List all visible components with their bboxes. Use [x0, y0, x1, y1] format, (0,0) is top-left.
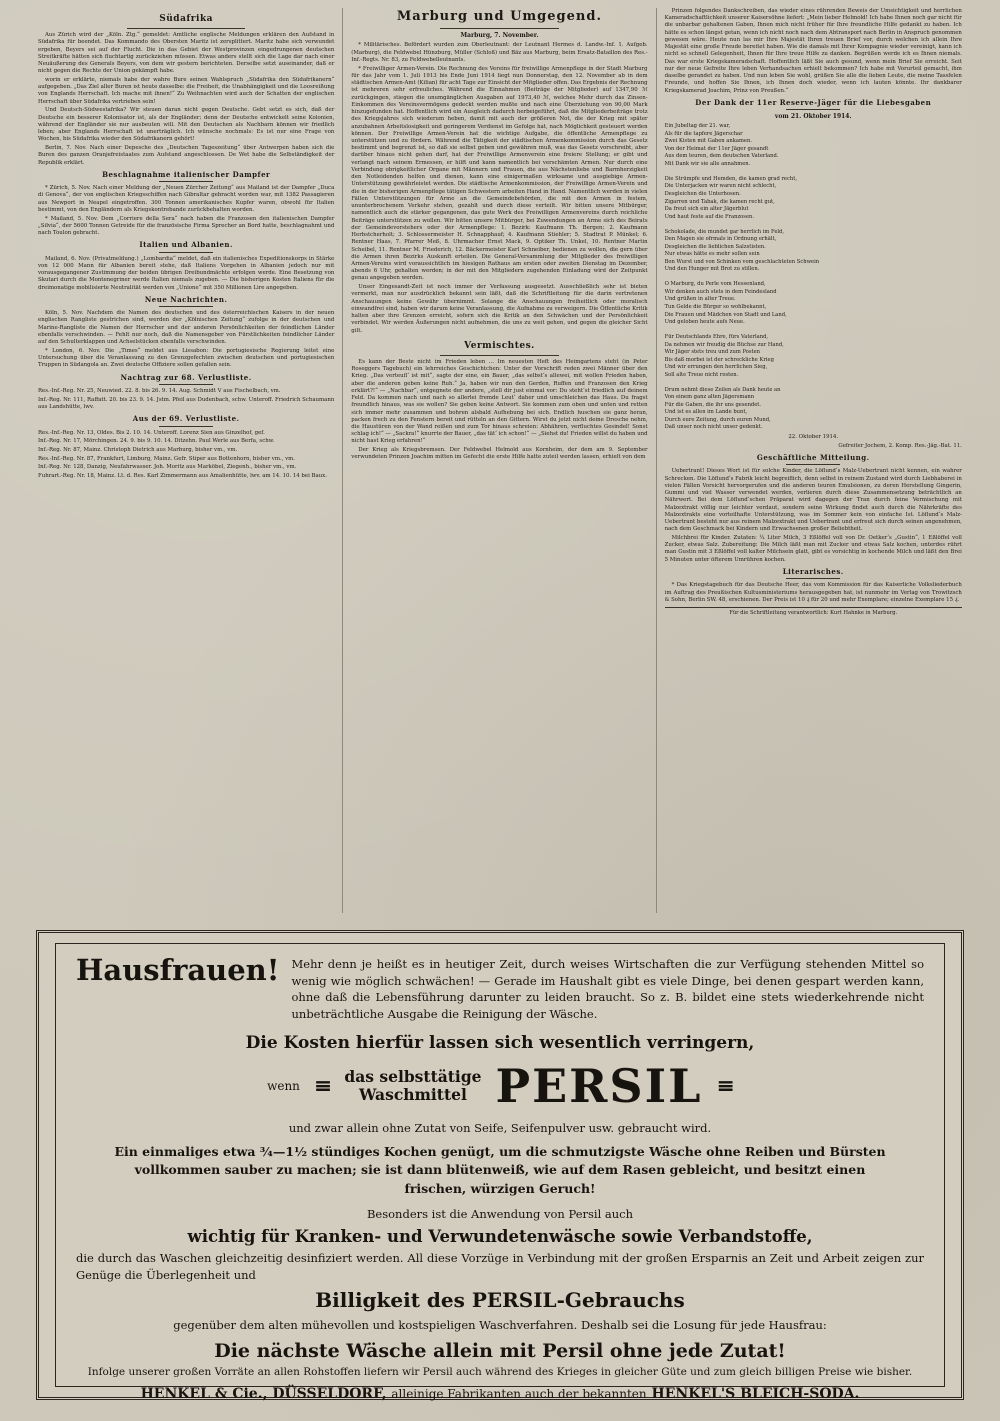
ad-intro: Mehr denn je heißt es in heutiger Zeit, durch weises Wirtschaften die zur Verfügung stehenden Mittel so wenig wie möglich schwächen! — Gerade im Haushalt gibt es viele Dinge, bei denen gespart werden kann, ohne daß die Lebensführung darunter zu leiden braucht. So z. B. bildet eine stets wiederkehrende nicht unbeträchtliche Ausgabe die Reinigung der Wäsche. — [291, 957, 924, 1022]
poem-line: Desgleichen die lieblichen Salzstisten. — [664, 243, 766, 250]
poem-line: O Marburg, du Perle vom Hessenland, — [664, 281, 766, 288]
poem-line — [665, 379, 962, 387]
poem-line: Und wir errungen den herrlichen Sieg, — [664, 364, 768, 371]
poem-line: Und ist es allen im Lande bunt, — [664, 409, 748, 416]
dateline: vom 21. Oktober 1914. — [774, 113, 852, 121]
ad-block-1: Ein einmaliges etwa ¾—1½ stündiges Kochen genügt, um die schmutzigste Wäsche ohne Reiben und Bürsten vollkommen sauber zu machen; sie ist dann blütenweiß, wie auf dem Rasen gebleicht, und besitzt einen frischen, würzigen Geruch! — [114, 1143, 886, 1197]
poem-line: Zwei Kisten mit Gaben ankamen. — [664, 138, 752, 145]
poem-line: Soll alte Treue nicht rosten. — [664, 371, 739, 378]
poem-line: Als für die tapfere Jägerschar — [664, 130, 743, 137]
ad-footer-mid: alleinige Fabrikanten auch der bekannten — [391, 1387, 647, 1402]
poem-line: Und haut feste auf die Franzosen. — [664, 213, 755, 220]
ad-big-line-1: wichtig für Kranken- und Verwundetenwäsche sowie Verbandstoffe, — [187, 1226, 813, 1246]
article-paragraph: * Zürich, 5. Nov. Nach einer Meldung der „Neuen Zürcher Zeitung“ aus Mailand ist der Dampfer „Duca di Genova“, der von englischen Kriegsschiffen nach Gibraltar gebracht worden war, mit 1382 Passagieren aus Newport in Neapel eingetroffen. 300 Tonnen amerikanisches Kupfer waren, obwohl für Italien bestimmt, von den Engländern als Kriegskontrebande zurückbehalten worden. — [38, 185, 335, 213]
poem-line: Tun Gelde die Bürger so wohlbekannt, — [664, 303, 767, 310]
article-paragraph: * London, 6. Nov. Die „Times“ meldet aus Lissabon: Die portugiesische Regierung leitet eine Untersuchung über die Veranlassung zu den Grenzgefechten zwischen deutschen und portugiesischen Truppen in Südangola an. Zwei deutsche Offiziere sollen gefallen sein. — [38, 347, 335, 369]
article-paragraph: Es kann der Beste nicht im Frieden leben ... Im neuesten Heft des Heimgartens steht (in Peter Roseggers Tagebuch) ein lehrreiches Geschichtchen: Unter der Vorschrift reden zwei Männer über den Krieg. „Das verteufl‘ ist mit“, sagte der eine, ein Bauer, „das selbst‘s allewei, mit wollen Frieden haben, aber die anderen geben keine Ruh.“ Ja, haben wir nun den Gerden, Ruffen und Franzosen den Krieg erklärt?!“ — „Nachbar“, entgegnete der andere, „stell dir just einmal vor: Du steht‘st friedlich auf deinem Feld. Da kommen nach und nach so allerlei fremde Leut‘ daher und umschleichen das Haus. Du fragst freundlich hinaus, was sie wollen? Sie geben keine Antwort. Sie kommen zum oben und unten und retten sich immer mehr zusammen und bohren alsbald Aufhebung bei sich. Endlich huschen sie ganz heran, packen frech zu den Fenstern bereit und rütteln an den Gittern. Wirst du jetzt nicht deine Dresche nehm, die Haustüren von der Wand reißen und zum Tor hinaus schreien: Abhähren, verfluchtes Gesindel! Sonst schlag ich!“ — „Sackra!“ knurrte der Bauer, „das tät‘ ich schon!“ — „Siehst du! Frieden willst du haben und nicht hast Krieg erfahren!“ — [351, 358, 648, 445]
news-column-2 — [343, 8, 656, 913]
section-heading: Beschlagnahme italienischer Dampfer — [102, 169, 271, 179]
article-paragraph: Gefreiter Jochem, 2. Komp. Res.-Jäg.-Bat. 11. — [838, 442, 962, 449]
divider — [440, 28, 559, 29]
article-paragraph: Inf.-Reg. Nr. 111, Raffatt. 20. bis 23. 9. 14. Jstm. Pfeil aus Dudenbach, schw. Unteroff. Friedrich Schaumann aus Landshütte, lwv. — [38, 396, 335, 410]
section-heading: Aus der 69. Verlustliste. — [132, 414, 240, 424]
ad-availability-note: Infolge unserer großen Vorräte an allen Rohstoffen liefern wir Persil auch während des Krieges in gleicher Güte und zum gleich billigen Preise wie bisher. — [87, 1366, 913, 1379]
news-column-3 — [657, 8, 970, 913]
ad-big-line-2: Billigkeit des PERSIL-Gebrauchs — [315, 1288, 685, 1313]
divider — [786, 464, 840, 465]
ad-product-name: PERSIL — [495, 1058, 703, 1113]
article-paragraph: Aus Zürich wird der „Köln. Ztg.“ gemeldet: Amtliche englische Meldungen erklären den Aufstand in Südafrika für beendet. Das Kommando des Obersten Maritz ist zersplittert. Maritz habe sich verwundet ergeben, Beyers sei auf der Flucht. Die in das Gebiet der Westprovinzen eingedrungenen deutschen Streitkräfte hätten sich fluchtartig zurückziehen müssen. Etwas anders stellt sich die Lage dar nach einer Neuäußerung des Generals Beyers, von dem wir gestern berichteten. Derselbe setzt auseinander, daß er nicht gegen die Rechte der Union gekämpft habe. — [38, 32, 335, 75]
section-heading: Der Dank der 11er Reserve-Jäger für die Liebesgaben — [695, 97, 932, 107]
ad-footer — [76, 1386, 924, 1402]
poem-line: Ein Jubeltag der 21. war, — [664, 123, 731, 130]
poem-line — [665, 274, 962, 282]
article-paragraph: 22. Oktober 1914. — [788, 434, 839, 440]
article-paragraph: * Mailand, 5. Nov. Dem „Corriere della Sera“ nach haben die Franzosen den italienischen Dampfer „Silvia“, der 5600 Tonnen Getreide für die französische Firma Sprecher an Bord hatte, beschlagnahmt und nach Toulon gebracht. — [38, 215, 335, 237]
poem-line: Schokolade, die mundet gar herrlich im Feld, — [664, 228, 785, 235]
article-paragraph: * Das Kriegstagebuch für das Deutsche Heer, das vom Kommission für das Kaiserliche Volksliederbuch im Auftrag des Preußischen Kultusministeriums herausgegeben hat, ist nunmehr im Verlag von Trowitzsch & Sohn, Berlin SW. 48, erschienen. Der Preis ist 10 ₰ für 20 und mehr Exemplare; einzelne Exemplare 15 ₰. — [664, 582, 962, 603]
divider — [159, 384, 212, 385]
poem-line: Mit Dank wir sie alle annahmen. — [664, 160, 751, 167]
poem-line — [665, 221, 962, 229]
ad-product-pre-2: Waschmittel — [358, 1084, 467, 1104]
ad-big-line-3: Die nächste Wäsche allein mit Persil ohne jede Zutat! — [214, 1340, 786, 1363]
section-heading: Südafrika — [159, 14, 214, 24]
poem-line: Und geloben heute aufs Neue. — [664, 319, 745, 326]
poem-line: Da freut sich ein alter Jägerblut — [664, 206, 749, 213]
divider — [440, 355, 559, 356]
poem-line: Zigarren und Tabak, die kamen recht gut, — [664, 198, 775, 205]
article-paragraph: Inf.-Reg. Nr. 128, Danzig, Neufahrwasser. Joh. Moritz aus Marköbel, Ziegenh., bisher vm., vm. — [38, 464, 297, 471]
ad-besonders: Besonders ist die Anwendung von Persil auch — [366, 1206, 634, 1221]
ad-other-product: HENKEL'S BLEICH-SODA. — [651, 1386, 860, 1403]
poem-line: Von einem ganz alten Jägersmann — [664, 394, 755, 401]
poem-line: Daß unser noch nicht unser gedenkt. — [664, 424, 763, 431]
divider — [159, 181, 212, 182]
poem-line: Die Unterjacken wir waren nicht schlecht, — [664, 183, 777, 190]
ad-subheadline: Die Kosten hierfür lassen sich wesentlich verringern, — [245, 1032, 755, 1053]
dateline: Marburg, 7. November. — [460, 32, 539, 40]
article-paragraph: * Freiwilliger Armen-Verein. Die Rechnung des Vereins für freiwillige Armenpflege in der Stadt Marburg für das Jahr vom 1. Juli 1913 bis Ende Juni 1914 liegt nun Donnerstag, den 12. November ab in dem städtischen Armen-Amt (Kilian) für acht Tage zur Einsicht der Mitglieder offen. Das Ergebnis der Rechnung ist mehreren sehr erfreuliches. Während die Einnahmen (Beiträge der Mitglieder) auf 1347,90 ℳ zurückgingen, stiegen die unumgänglichen Ausgaben auf 1973,40 ℳ, welches Mehr durch das Zinsen-Einkommen des Vereinsvermögens gedeckt werden mußte und nach eine Überziehung von 90,00 Mark hinzugefunden hat. Hoffentlich wird ein Ausgleich dadurch herbeigeführt, daß die Mitgliederbeiträge trotz des Kriegsjahres sich wiederum heben, damit mit auch der größeren Not, die der Krieg mit später anzubahnen Arbeitslosigkeit und geringerem Verdienst im Gefolge hat, nach Möglichkeit gesteuert werden können. Der Freiwillige Armen-Verein hat die wichtige Aufgabe, die öffentliche Armenpflege zu unterstützen und zu fördern. Während die Tätigkeit der städtischen Armenkommission durch das Gesetz bestimmt und begrenzt ist, so daß sie selbst geben und gewähren muß, was das Gesetz vorschreibt, aber darüber hinaus nicht gehen darf, hat der Freiwillige Armenverein eine freiere Stellung; er gibt und verlangt nach seinem Ermessen, er hilft und kann namentlich bei verschämten Armen. Nur durch eine Verbindung obrigkeitlicher Organe mit Männern und Frauen, die aus Nächstenliebe und Barmherzigkeit den Notleidenden helfen und dienen, kann eine einigermaßen wirksame und ausgiebige Armen-Unterstützung gewährleistet werden. Die städtische Armenkommission, der Freiwillige Armen-Verein und die in der bisherigen Armenpflege tätigen Schwestern arbeiten Hand in Hand. Namentlich werden in vielen Fällen Unterstützungen für Arme an die Gemeindebehörden, die mit den Armen in festem, ununterbrochenem Verkehr stehen, gezahlt und durch diese verteilt. Wir bitten unsere Mitbürger, namentlich auch die stärker gegangenen, das gute Werk des Freiwilligen Armenvereins durch reichliche Beiträge unterstützen zu wollen. Wir bitten unsere Mitbürger, bei Zuwendungen an Arme sich des Beirats der Gemeindevorstehers oder der Armenpflege: 1. Bezirk: Kaufmann Th. Bergen; 2. Kaufmann Herbstcherholt; 3. Schlossermeister H. Schnapphauf; 4. Kaufmann Stiehler; 5. Stadtrat P. Münkel; 6. Rentner Haas, 7. Pfarrer Meß, 8. Uhrmacher Ernst Mack, 9. Optiker Th. Unkel, 10. Rentner Martin Scheibel, 11. Rentner M. Friederich, 12. Bäckermeister Karl Schneiber, bedienen zu wollen, die gern über die Armen ihren Bezirks Auskunft erteilen. Die General-Versammlung der Mitglieder des freiwilligen Armen-Vereins wird voraussichtlich im hiesigen Rathaus am ersten oder zweiten Dienstag im Dezember, abends 6 Uhr, gehalten werden; in der mit den Mitgliedern zugehenden Einladung wird der Zeitpunkt genau angegeben werden. — [351, 65, 648, 282]
poem-line: Da nehmen wir freudig die Büchse zur Hand, — [664, 341, 784, 348]
ad-product-pre-1: das selbsttätige — [344, 1066, 482, 1086]
poem-line: Und den Hunger mit Brot zu stillen. — [664, 266, 760, 273]
poem-line: Für Deutschlands Ehre, fürs Vaterland, — [664, 334, 769, 341]
poem-line: Bis daß morbei ist der schreckliche Krieg — [664, 356, 774, 363]
article-paragraph: Res.-Inf.-Reg. Nr. 25, Neuwied. 22. 8. bis 26. 9. 14. Aug. Schmidt V aus Fischelbach, vm. — [38, 387, 281, 394]
persil-advertisement — [36, 930, 964, 1403]
ad-headline: Hausfrauen! — [76, 953, 280, 987]
divider — [159, 306, 212, 307]
poem-line: Von der Heimat der 11er Jäger gesandt — [664, 145, 769, 152]
ad-after-big-2: gegenüber dem alten mühevollen und kostspieligen Waschverfahren. Deshalb sei die Losung für jede Hausfrau: — [173, 1318, 827, 1333]
poem-line: Und grüßen in alter Treue. — [664, 296, 736, 303]
poem-line — [665, 168, 962, 176]
article-paragraph: Milchbrei für Kinder. Zutaten: ¼ Liter Milch, 3 Eßlöffel voll von Dr. Oetker‘s „Gustin“, 1 Eßlöffel voll Zucker, etwas Salz. Zubereitung: Die Milch läßt man mit Zucker und etwas Salz kochen, unterdes rührt man Gustin mit 3 Eßlöffel voll kalter Milchsein glatt, gibt es vorsichtig in kochende Milch und läßt den Brei 5 Minuten unter öfterem Umrühren kochen. — [664, 534, 962, 563]
article-paragraph: Der Krieg als Kriegsbremsen. Der Feldwebel Helmold aus Kornheim, der dem am 9. September verwundeten Prinzen Joachim mitten im Gefecht die erste Hilfe hatte zuteil werden lassen, erhielt von dem — [351, 447, 648, 461]
divider — [786, 578, 840, 579]
section-heading: Neue Nachrichten. — [144, 294, 228, 304]
article-paragraph: Inf.-Reg. Nr. 87, Mainz. Christoph Dietrich aus Marburg, bisher vm., vm. — [38, 447, 238, 453]
article-paragraph: Unser Eingesandt-Zeit ist noch immer der Verfassung ausgesetzt. Ausschließlich sehr ist bieten vermerkt, man nur ausdrücklich bekannt sein läßt, daß die Schriftleitung für die darin vertretenen Anschauungen keine Gewähr übernimmt. Solange die Anschauungen freiheitlich oder moralisch einwandfrei sind, haben wir darum keine Veranlassung, die Aufnahme zu verweigern. Die Öffentliche Kritik halten aber ihre Grenzen erreicht, sofern sich die Kritik an den Schwächen und der Persönlichkeit verbindet. Wir werden Äußerungen nicht aufnehmen, die uns zu weit gehen, und gegen die gleicher Sicht gilt. — [351, 284, 648, 334]
article-paragraph: Res.-Inf.-Reg. Nr. 87, Frankfurt, Limburg, Mainz. Gefr. Stiper aus Bottenhorn, bisher vm., vm. — [38, 455, 295, 462]
divider — [159, 426, 212, 427]
section-heading: Geschäftliche Mitteilung. — [756, 452, 870, 462]
divider — [127, 28, 246, 29]
article-paragraph: Köln, 5. Nov. Nachdem die Namen des deutschen und des österreichischen Kaisers in der neuen englischen Rangliste gestrichen sind, werden der „Kölnischen Zeitung“ zufolge in der deutschen und Marine-Rangliste die Namen der Herrscher und der anderen Persönlichkeiten der feindlichen Länder ebenfalls verschwinden. — Fehlt nur noch, daß die Namensgeber von Fürstlichkeiten feindlicher Länder auf den Schulterklappen und Achselstücken ebenfalls verschwinden. — [38, 310, 335, 346]
ad-after-product: und zwar allein ohne Zutat von Seife, Seifenpulver usw. gebraucht wird. — [288, 1120, 712, 1135]
poem-line — [665, 327, 962, 335]
article-paragraph: Mailand, 6. Nov. (Privatmeldung.) „Lombardia“ meldet, daß ein italienisches Expeditionskorps in Stärke von 12 000 Mann für Albanien bereit stehe, daß Italiens Vorgehen in Albanien jedoch nur mit vorausgegangener Zustimmung der beiden übrigen Dreibundmächte erfolgen werde. Eine Besetzung von Skutari durch die Montenegriner werde Italien niemals zugeben. — Die bisherigen Kosten Italiens für die dreimonatige mobilisierte Neutralität werden von „Unione“ mit 350 Millionen Lire angegeben. — [38, 255, 335, 291]
ad-justified-1: die durch das Waschen gleichzeitig desinfiziert werden. All diese Vorzüge in Verbindung mit der großen Ersparnis an Zeit und Arbeit zeigen zur Genüge die Überlegenheit und — [76, 1250, 924, 1283]
poem-line: Durch eure Zeitung, durch euren Mund, — [664, 416, 771, 423]
poem-line: Drum nehmt diese Zeilen als Dank heute an — [664, 386, 781, 393]
poem-line: Die Strümpfe und Hemden, die kamen grad recht, — [664, 175, 797, 182]
poem-line: Wir Jäger stets treu und zum Posten — [664, 349, 761, 356]
divider — [159, 252, 212, 253]
section-heading: Nachtrag zur 68. Verlustliste. — [120, 372, 252, 382]
article-paragraph: worin er erklärte, niemals habe der wahre Bure seinen Wahlspruch „Südafrika den Südafrikanern“ aufgegeben. „Das Ziel aller Buren ist heute dasselbe: die Freiheit, die Unabhängigkeit und die Loosreißung von Englands Herrschaft. Ich mache mit ihnen!“ Zu Weihnachten wird auch der Schatten der englischen Herrschaft über Südafrika vertrieben sein! — [38, 76, 335, 105]
ad-rule-left: ≡ — [313, 1072, 331, 1099]
article-paragraph: Inf.-Reg. Nr. 17, Mörchingen. 24. 9. bis 9. 10. 14. Ditzehn. Paul Werle aus Berfa, schw. — [38, 438, 275, 445]
news-column-1 — [30, 8, 343, 913]
poem-line: Die Frauen und Mädchen von Stadt und Land, — [664, 311, 787, 318]
article-paragraph: Und Deutsch-Südwestafrika? Wir steuen daran nicht gegen Deutsche. Gebt setzt es sich, daß der Deutsche ein besserer Kolonisator ist, als der Engländer; denn der Deutsche entwickelt seine Kolonien, während der Engländer sie nur ausbeuten will. Mit den Deutschen als Nachbarn können wir friedlich leben; aber Englands Herrschaft ist unerträglich. Ich wünsche nochmals: Es ist nur eine Frage von Wochen, bis Südafrika wieder den Südafrikanern gehört! — [38, 107, 335, 143]
imprint: Für die Schriftleitung verantwortlich: Kurt Hahnke in Marburg. — [665, 607, 962, 617]
section-heading: Marburg und Umgegend. — [396, 9, 602, 24]
poem-line: Nur etwas hätte es mehr sollen sein — [664, 251, 760, 258]
article-paragraph: Res.-Inf.-Reg. Nr. 13, Oldes. Bis 2. 10. 14. Unteroff. Lorenz Sien aus Ginzelhof, gef. — [38, 429, 265, 436]
ad-rule-right: ≡ — [716, 1072, 733, 1099]
section-heading: Italien und Albanien. — [139, 240, 233, 250]
divider — [786, 109, 840, 110]
article-paragraph: Prinzen folgendes Dankschreiben, das wieder eines rührenden Beweis der Umsichtigkeit und herrlichen Kameradschaftlichkeit unserer Kaisersöhne liefert: „Mein lieber Helmold! Ich habe Ihnen noch gar nicht für die unbarbar gehaltenen Gaben, Ihnen mich nicht früher für Ihre freundliche Hilfe gedankt zu haben. Ich hätte es schon längst getan, wenn ich nicht noch nach dem Abtransport nach Berlin in Anspruch genommen gewesen wäre. Heute nun las mir Ihre Majestät Ihren treuen Brief vor, durch welchen ich allein Ihre Majestät eine große Freude bereitet haben. Wie die damals mit Ihrer Kompagnie wieder vereinigt, kann ich nicht so schnell Gelegenheit, Ihnen für Ihre treue Hilfe zu danken. Begrüßen werde ich es Ihnen niemals. Das war erste Kriegskameradschaft. Hoffentlich läßt Sie auch gesund, wenn mein Brief Sie erreicht. Seit nur der neue Gefreite Ihre leben Verhandsachen erhielt bekommen? Ich habe mit Vorurteil gemacht, ihm daselbe gerandet zu haben. Und nun leben Sie wohl, grüßen Sie alle die lieben Leute, die meine Tassfelen Freunde, und hoffen Sie Ihnen, ich Ihnen doch wieder, wenn ich lauten könnte. Ihr dankbarer Kriegskamerad Joachim, Prinz von Preußen.“ — [664, 8, 962, 94]
ad-wenn-label: wenn — [267, 1078, 300, 1093]
poem — [665, 123, 962, 432]
section-heading: Literarisches. — [782, 566, 844, 576]
poem-line: Bon Wurst und von Schinken vom geschlachteten Schwein — [664, 258, 820, 265]
poem-line: Den Magen sie ofrmals in Ordnung erhält, — [664, 236, 777, 243]
article-paragraph: * Militärisches. Befördert wurden zum Oberleutnant: der Leutnant Hermes d. Landw.-Inf. 1. Aufgeb. (Marburg), die Feldwebel Hünzburg, Müller (Schloß) und Bäz aus Marburg, beim Ersatz-Bataillon des Res.-Inf.-Regts. Nr. 83, zu Feldwebelleutnants. — [351, 42, 648, 63]
article-paragraph: Fuhrart.-Reg. Nr. 18, Mainz. Lt. d. Res. Karl Zimmermann aus Amalienhütte, lwv. am 14. 10. 14 bei Baux. — [38, 473, 327, 480]
poem-line: Für die Gaben, die ihr uns gesendet. — [664, 401, 762, 408]
poem-line: Wir denken auch stets in dem Feindesland — [664, 288, 777, 295]
poem-line: Desgleichen die Unterhosen. — [664, 191, 741, 197]
poem-line: Aus dem teuren, dem deutschen Vaterland. — [664, 153, 779, 160]
news-columns — [30, 8, 970, 913]
section-heading: Vermischtes. — [464, 340, 535, 351]
article-paragraph: Berlin, 7. Nov. Nach einer Depesche des „Deutschen Tageszeitung“ über Antwerpen haben sich die Buren des ganzen Oranjefreistaates zum Aufstand angeschlossen. De Wet habe die Selbständigkeit der Republik erklärt. — [38, 145, 335, 166]
article-paragraph: Uebertrant! Dieses Wort ist für solche Kinder, die Löflund‘s Malz-Uebertrant nicht kennen, ein wahrer Schrecken. Die Löflund‘s Fabrik leicht begreiflich, denn selbst in reinem Zustand wird durch Liebhaberei in vielen Fällen Vorsicht hervorgerufen und die anderen teuren Emulsionen, zu deren Herstellung Gingerin, Gummi und viel Wasser verwendet werden, verlieren durch diese Zusammensetzung beträchtlich an Nährwert. Bei dem Löflund‘schen Präparat wird dagegen der Tran durch feine Vermischung mit Malzextrakt völlig nur leichter verdaut, sondern seine Wirkung findet auch durch die Nährkräfte des Malzextrakts eine vorteilhafte Unterstützung, was im Sommer kein von einfache Ist. Löflund‘s Malz-Uebertrant besteht nur aus reinem Malzextrakt und Uebertrant und erfreut sich durch seinen angenehmen, nach dem Geschmack bei Kindern und Erwachsenen großer Beliebtheit. — [664, 468, 962, 533]
ad-company: HENKEL & Cie., DÜSSELDORF, — [140, 1386, 387, 1403]
